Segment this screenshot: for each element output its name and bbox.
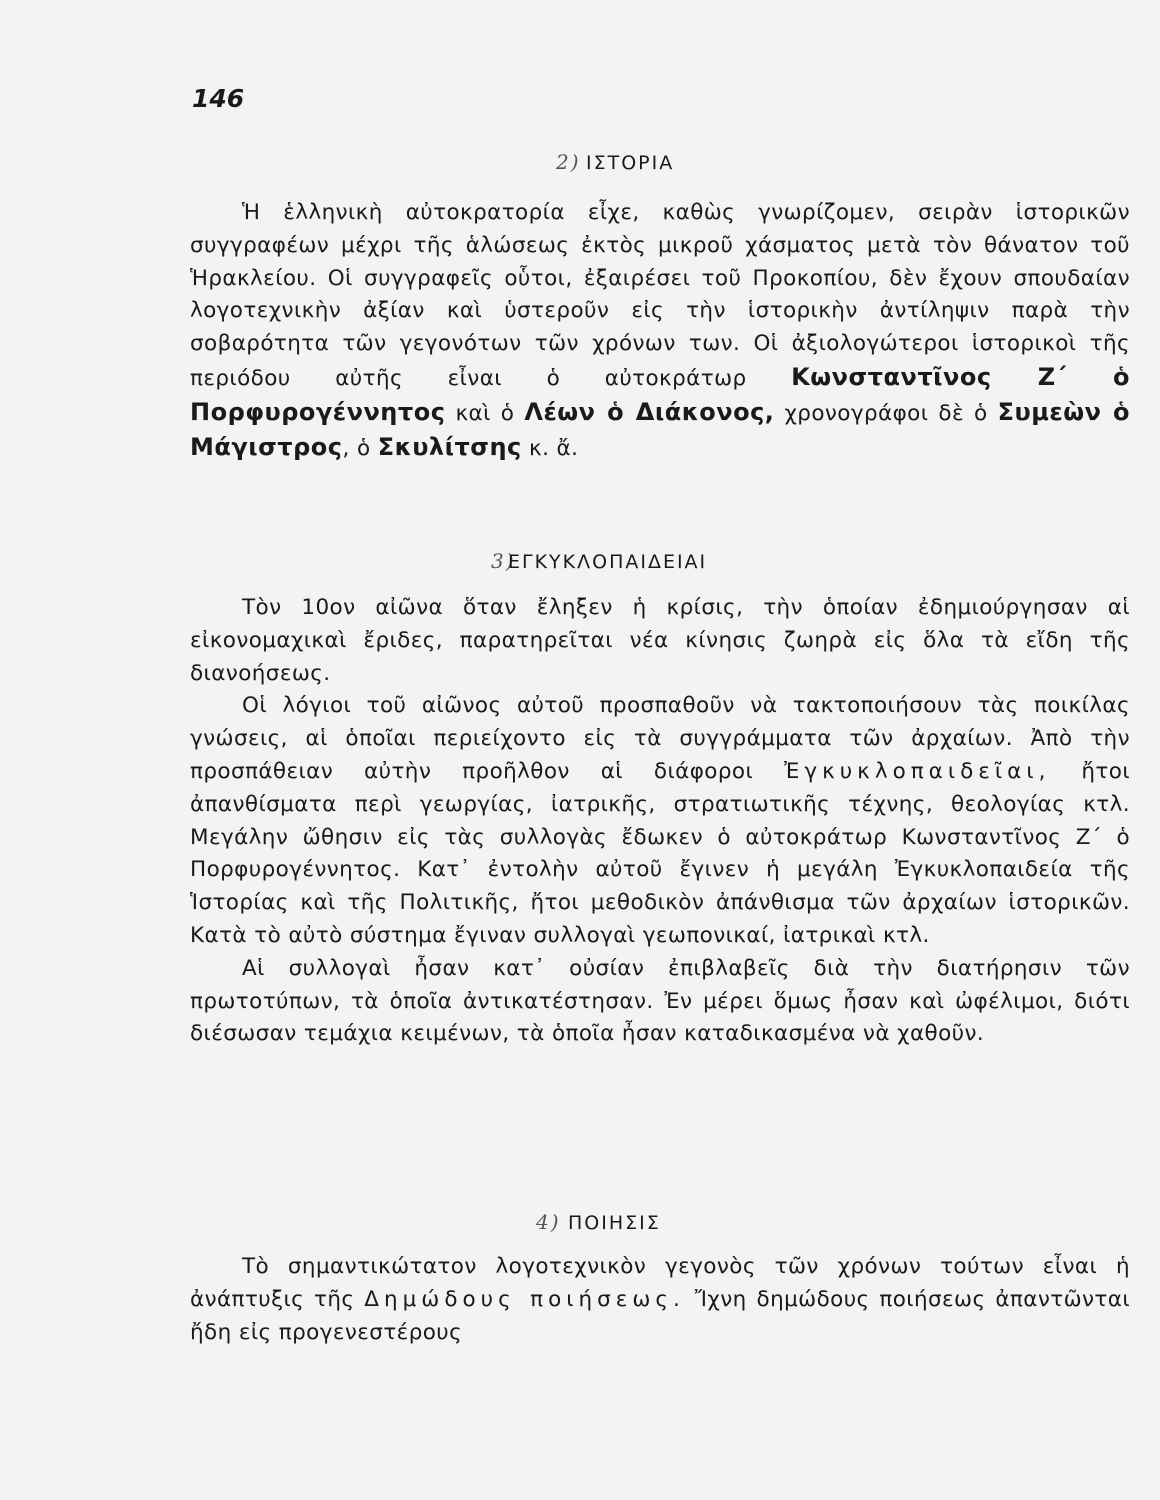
handwritten-section-marker: 2) (556, 150, 581, 174)
section-body-enkyklopaideiai (190, 592, 1130, 1051)
emphasized-name: Σκυλίτσης (377, 432, 522, 461)
section-title: ΠΟΙΗΣΙΣ (568, 1212, 661, 1234)
spaced-term: Δημώδους ποιήσεως. (364, 1286, 685, 1312)
section-title: ΕΓΚΥΚΛΟΠΑΙΔΕΙΑΙ (508, 551, 708, 573)
spaced-term: Ἐγκυκλοπαιδεῖαι, (784, 758, 1051, 784)
section-body-istoria (190, 197, 1130, 465)
paragraph: Οἱ λόγιοι τοῦ αἰῶνος αὐτοῦ προσπαθοῦν νὰ τακτοποιήσουν τὰς ποικίλας γνώσεις, αἱ ὁποῖαι περιείχοντο εἰς τὰ συγγράμματα τῶν ἀρχαίων. Ἀπὸ τὴν προσπάθειαν αὐτὴν προῆλθον αἱ διάφοροι Ἐγκυκλοπαιδεῖαι, ἤτοι ἀπανθίσματα περὶ γεωργίας, ἰατρικῆς, στρατιωτικῆς τέχνης, θεολογίας κτλ. Μεγάλην ὤθησιν εἰς τὰς συλλογὰς ἔδωκεν ὁ αὐτοκράτωρ Κωνσταντῖνος Ζ΄ ὁ Πορφυρογέννητος. Κατ᾽ ἐντολὴν αὐτοῦ ἔγινεν ἡ μεγάλη Ἐγκυκλοπαιδεία τῆς Ἱστορίας καὶ τῆς Πολιτικῆς, ἤτοι μεθοδικὸν ἀπάνθισμα τῶν ἀρχαίων ἱστορικῶν. Κατὰ τὸ αὐτὸ σύστημα ἔγιναν συλλογαὶ γεωπονικαί, ἰατρικαὶ κτλ. (190, 693, 1131, 948)
handwritten-section-marker: 4) (536, 1210, 561, 1234)
emphasized-name: Συμεὼν ὁ Μάγιστρος (190, 397, 1131, 461)
paragraph: Τὸ σημαντικώτατον λογοτεχνικὸν γεγονὸς τῶν χρόνων τούτων εἶναι ἡ ἀνάπτυξις τῆς Δημώδους ποιήσεως. Ἴχνη δημώδους ποιήσεως ἀπαντῶνται ἤδη εἰς προγενεστέρους (190, 1254, 1130, 1345)
paragraph: Αἱ συλλογαὶ ἦσαν κατ᾽ οὐσίαν ἐπιβλαβεῖς διὰ τὴν διατήρησιν τῶν πρωτοτύπων, τὰ ὁποῖα ἀντικατέστησαν. Ἐν μέρει ὅμως ἦσαν καὶ ὠφέλιμοι, διότι διέσωσαν τεμάχια κειμένων, τὰ ὁποῖα ἦσαν καταδικασμένα νὰ χαθοῦν. (190, 955, 1130, 1047)
emphasized-name: Κωνσταντῖνος Ζ΄ ὁ Πορφυρογέννητος (190, 362, 1131, 426)
paragraph: Ἡ ἑλληνικὴ αὐτοκρατορία εἶχε, καθὼς γνωρίζομεν, σειρὰν ἱστορικῶν συγγραφέων μέχρι τῆς ἁλώσεως ἐκτὸς μικροῦ χάσματος μετὰ τὸν θάνατον τοῦ Ἡρακλείου. Οἱ συγγραφεῖς οὗτοι, ἐξαιρέσει τοῦ Προκοπίου, δὲν ἔχουν σπουδαίαν λογοτεχνικὴν ἀξίαν καὶ ὑστεροῦν εἰς τὴν ἱστορικὴν ἀντίληψιν παρὰ τὴν σοβαρότητα τῶν γεγονότων τῶν χρόνων των. Οἱ ἀξιολογώτεροι ἱστορικοὶ τῆς περιόδου αὐτῆς εἶναι ὁ αὐτοκράτωρ Κωνσταντῖνος Ζ΄ ὁ Πορφυρογέννητος καὶ ὁ Λέων ὁ Διάκονος, χρονογράφοι δὲ ὁ Συμεὼν ὁ Μάγιστρος, ὁ Σκυλίτσης κ. ἄ. (190, 200, 1131, 461)
page-number: 146 (192, 84, 245, 113)
paragraph: Τὸν 10ον αἰῶνα ὅταν ἔληξεν ἡ κρίσις, τὴν ὁποίαν ἐδημιούργησαν αἱ εἰκονομαχικαὶ ἔριδες, παρατηρεῖται νέα κίνησις ζωηρὰ εἰς ὅλα τὰ εἴδη τῆς διανοήσεως. (190, 595, 1130, 686)
section-body-poiisis (190, 1251, 1130, 1349)
section-title: ΙΣΤΟΡΙΑ (586, 152, 675, 174)
handwritten-section-marker: 3) (491, 549, 516, 573)
emphasized-name: Λέων ὁ Διάκονος, (524, 397, 775, 426)
